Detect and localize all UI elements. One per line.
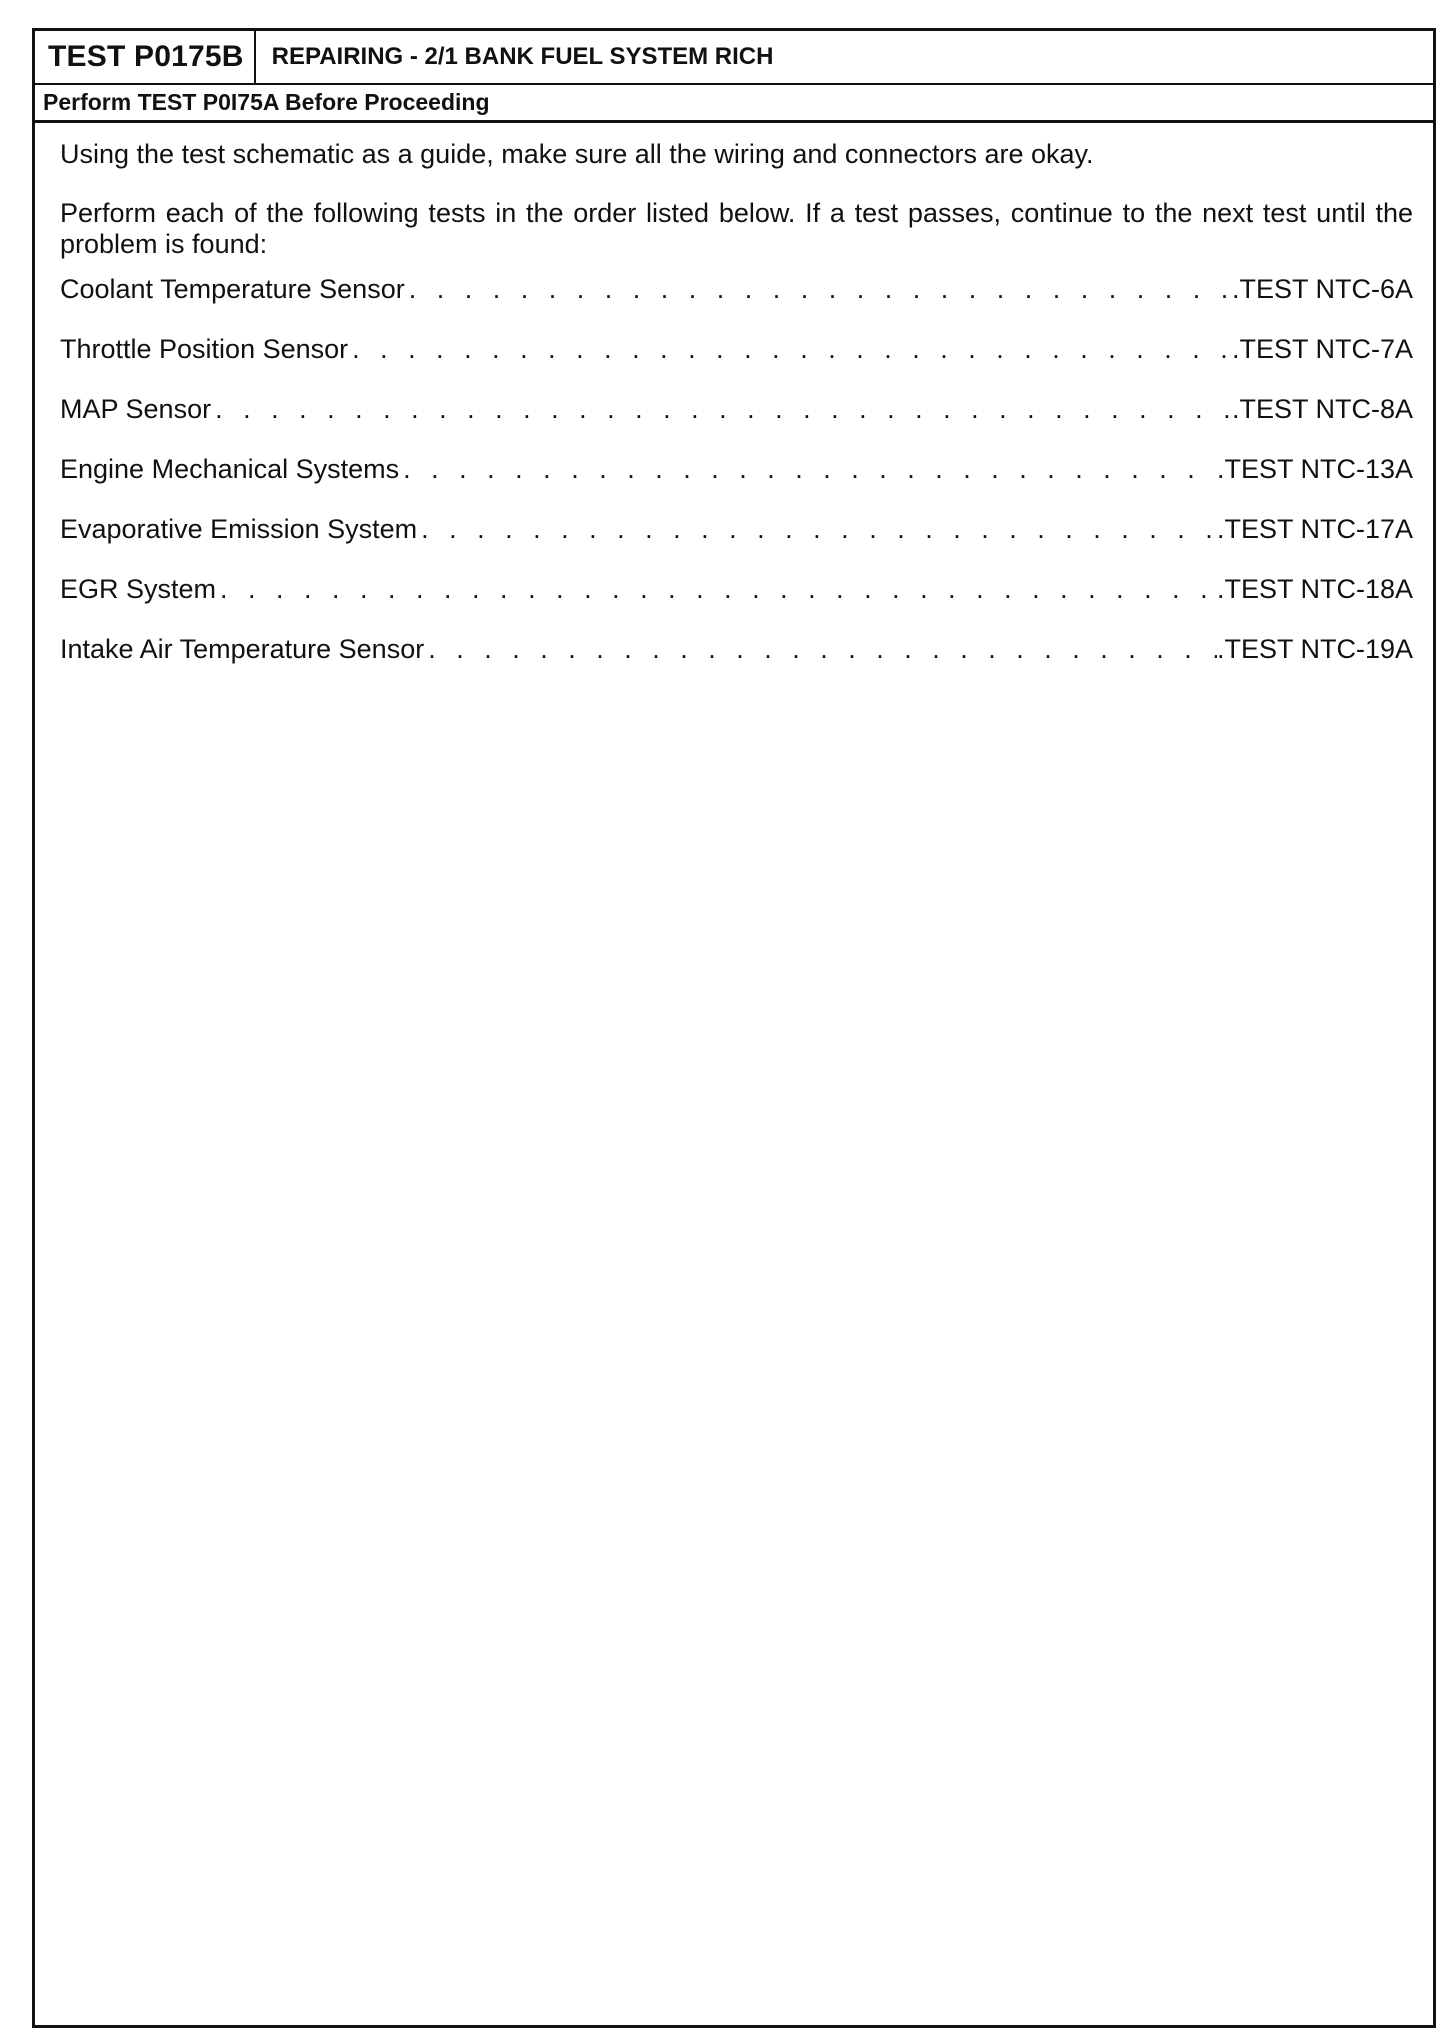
test-reference: .TEST NTC-6A [1231, 274, 1413, 304]
test-reference: .TEST NTC-19A [1216, 634, 1413, 664]
test-reference: .TEST NTC-18A [1216, 574, 1413, 604]
test-list-item [60, 394, 1413, 425]
instruction-paragraph-order: Perform each of the following tests in the order listed below. If a test passes, continue to the next test until the problem is found: [60, 198, 1413, 259]
test-header [35, 31, 1433, 85]
dot-leader [405, 274, 1232, 305]
test-reference: .TEST NTC-7A [1231, 334, 1413, 364]
test-list-item [60, 634, 1413, 665]
dot-leader [216, 574, 1217, 605]
dot-leader [399, 454, 1217, 485]
dot-leader [424, 634, 1217, 665]
dot-leader [417, 514, 1217, 545]
test-content [35, 139, 1433, 665]
test-name: Engine Mechanical Systems [60, 454, 400, 484]
test-list-item [60, 334, 1413, 365]
dot-leader [211, 394, 1232, 425]
test-id-label: TEST P0175B [35, 31, 256, 83]
test-reference: .TEST NTC-13A [1216, 454, 1413, 484]
test-name: Evaporative Emission System [60, 514, 418, 544]
test-list-item [60, 454, 1413, 485]
test-name: Intake Air Temperature Sensor [60, 634, 425, 664]
dot-leader [348, 334, 1232, 365]
instruction-paragraph-wiring: Using the test schematic as a guide, make sure all the wiring and connectors are okay. [60, 139, 1094, 169]
test-reference: .TEST NTC-17A [1216, 514, 1413, 544]
test-name: EGR System [60, 574, 217, 604]
test-list-item [60, 514, 1413, 545]
test-procedure-frame [32, 28, 1436, 2028]
test-list-item [60, 574, 1413, 605]
test-reference: .TEST NTC-8A [1231, 394, 1413, 424]
test-list-item [60, 274, 1413, 305]
test-list [60, 274, 1413, 665]
test-name: Coolant Temperature Sensor [60, 274, 405, 304]
test-name: Throttle Position Sensor [60, 334, 349, 364]
prerequisite-note: Perform TEST P0I75A Before Proceeding [35, 85, 1433, 123]
test-title: REPAIRING - 2/1 BANK FUEL SYSTEM RICH [271, 43, 774, 70]
test-name: MAP Sensor [60, 394, 212, 424]
